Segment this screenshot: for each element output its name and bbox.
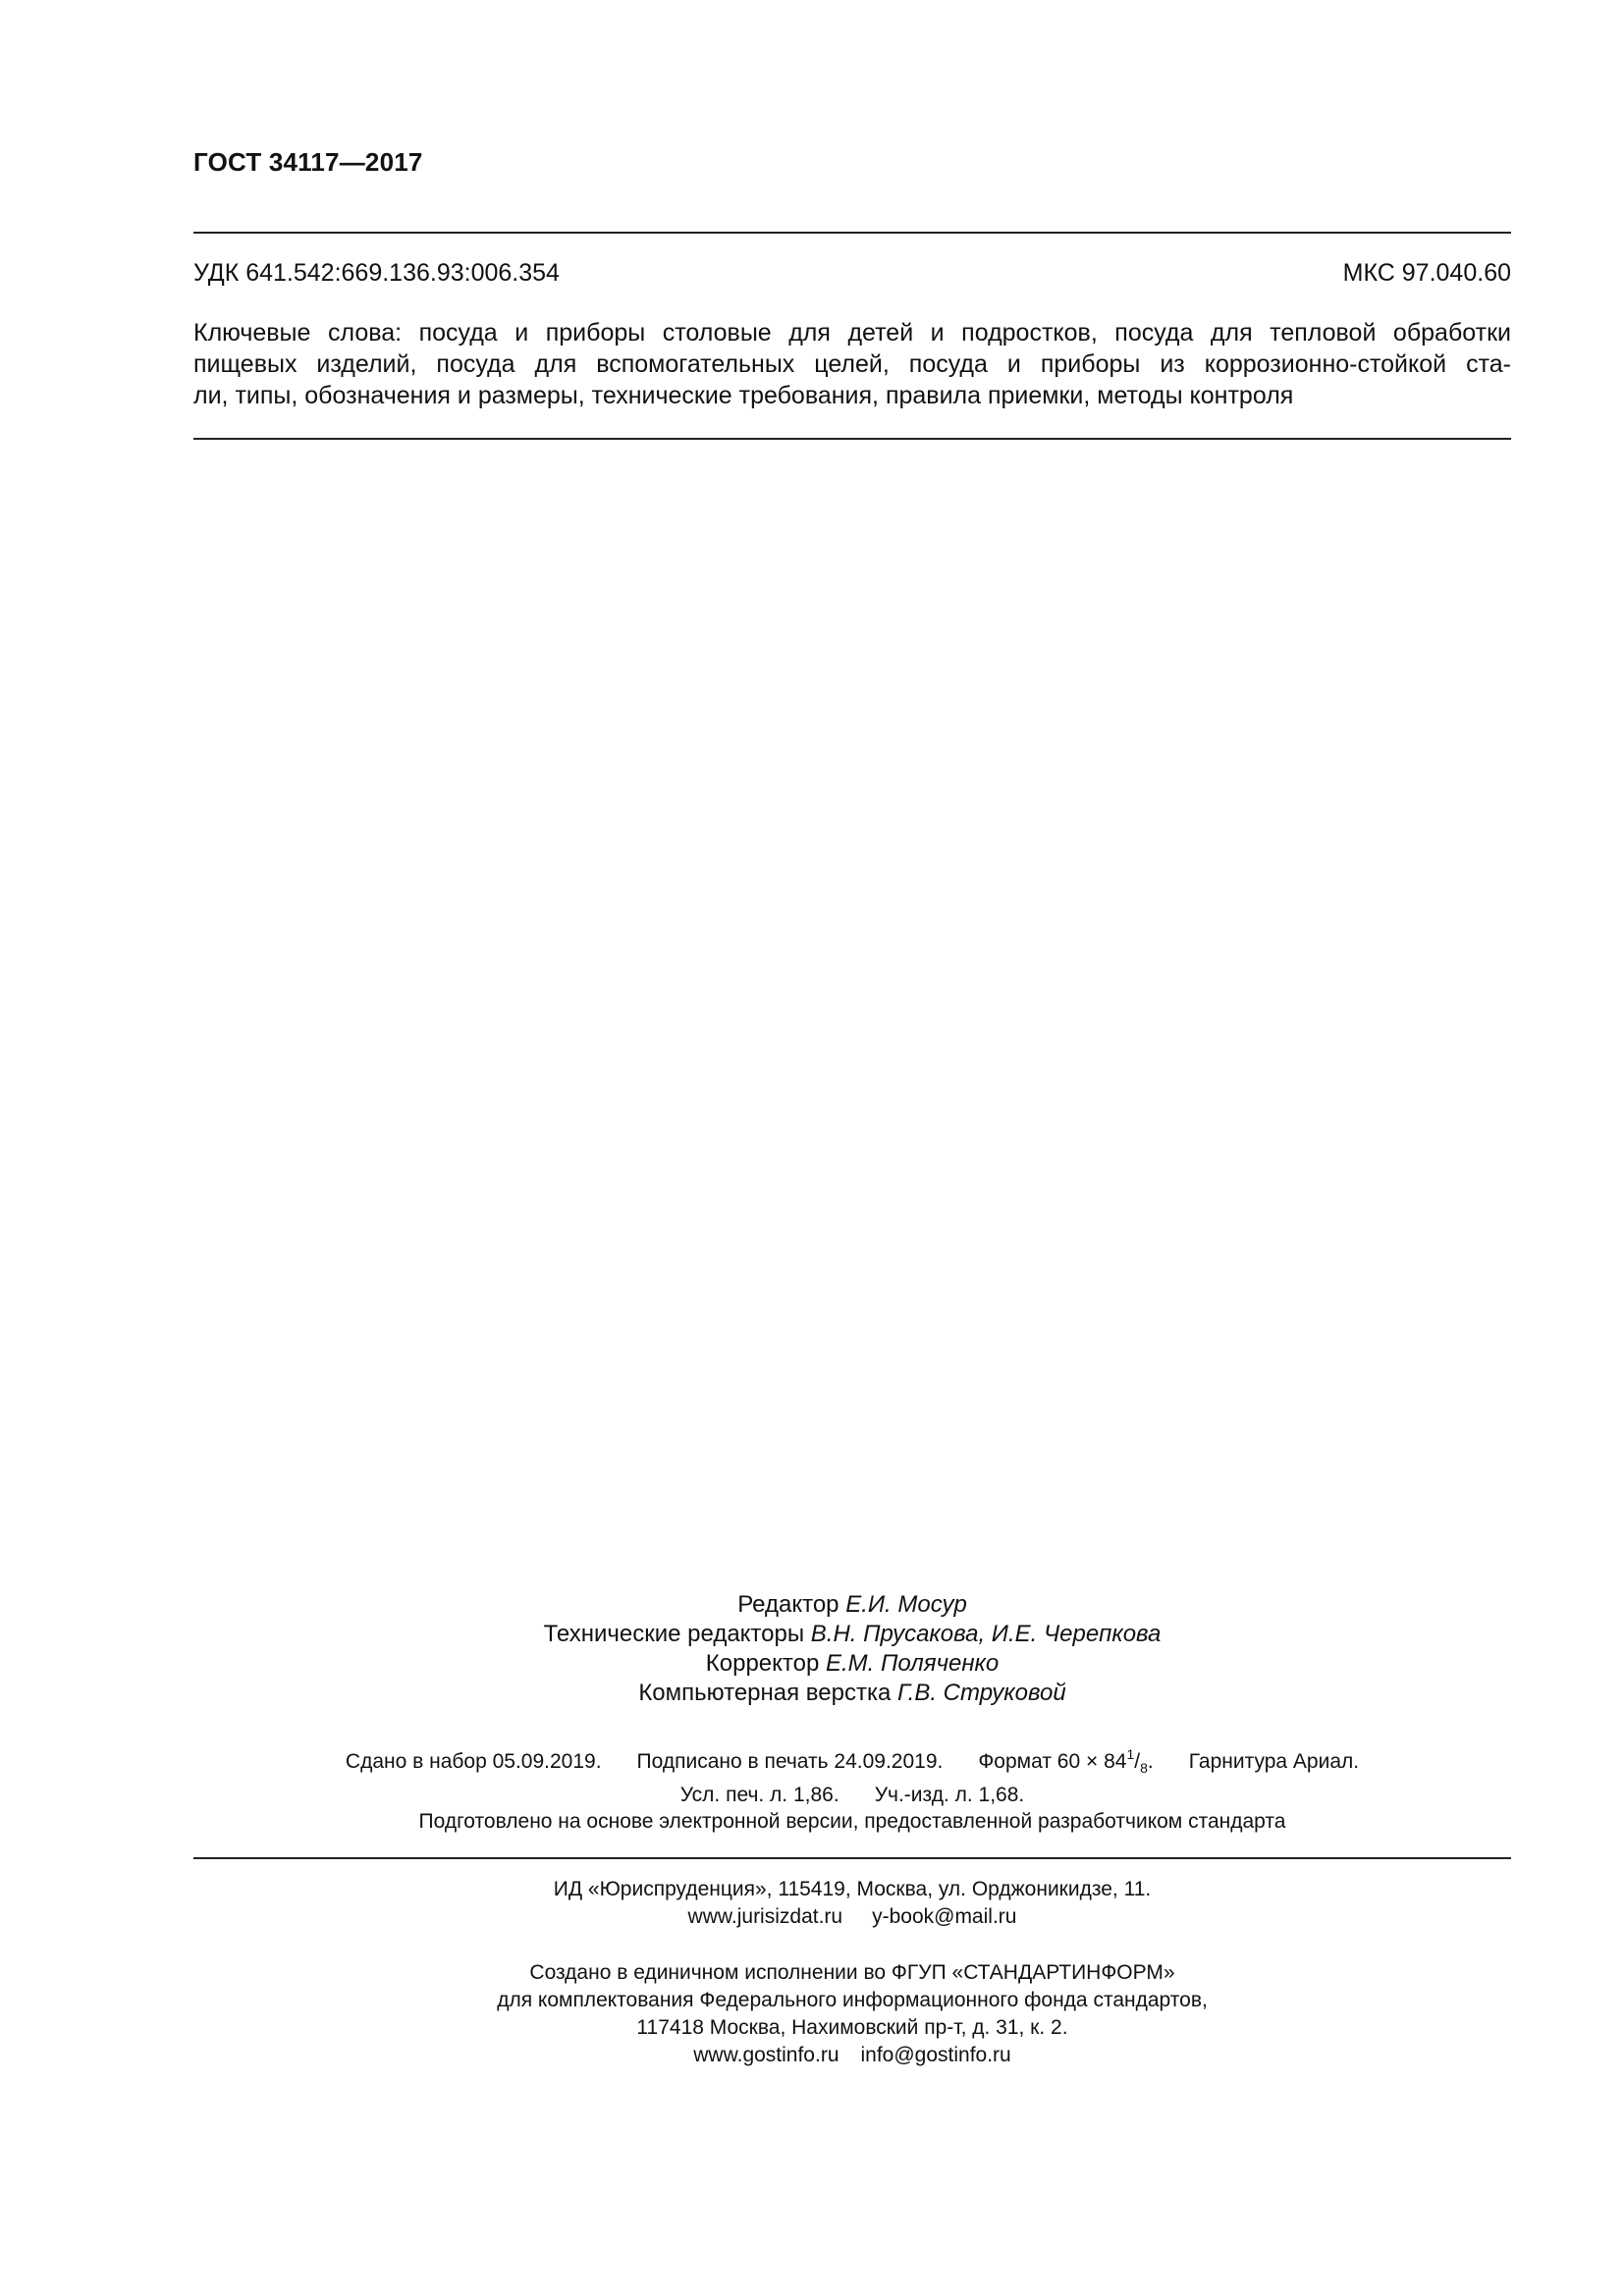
print-info-block bbox=[193, 1740, 1511, 1809]
layout-name: Г.В. Струковой bbox=[897, 1680, 1066, 1706]
tech-editors-label: Технические редакторы bbox=[543, 1621, 805, 1647]
keywords-line: Ключевые слова: посуда и приборы столовые для детей и подростков, посуда для тепловой обработки bbox=[193, 319, 1511, 347]
printer-line-2: для комплектования Федерального информационного фонда стандартов, bbox=[497, 1989, 1208, 2011]
printer-contacts bbox=[193, 2042, 1511, 2069]
prepared-note: Подготовлено на основе электронной версии, предоставленной разработчиком стандарта bbox=[418, 1810, 1286, 1833]
paper-format: Формат $60 \times 84^1/_8$. bbox=[978, 1746, 1154, 1776]
printer-line-1: Создано в единичном исполнении во ФГУП «СТАНДАРТИНФОРМ» bbox=[529, 1961, 1175, 1984]
keywords-paragraph bbox=[193, 317, 1511, 411]
signed-date: Подписано в печать 24.09.2019. bbox=[636, 1750, 944, 1773]
bottom-divider bbox=[193, 1857, 1511, 1859]
print-info-row-2 bbox=[193, 1782, 1511, 1809]
submitted-date: Сдано в набор 05.09.2019. bbox=[345, 1750, 602, 1773]
tech-editors-row bbox=[193, 1620, 1511, 1649]
corrector-row bbox=[193, 1649, 1511, 1679]
editor-row bbox=[193, 1590, 1511, 1620]
printer-block bbox=[193, 1959, 1511, 2069]
classification-row bbox=[193, 259, 1511, 291]
keywords-line: пищевых изделий, посуда для вспомогательных целей, посуда и приборы из коррозионно-стойкой ста- bbox=[193, 350, 1511, 378]
editor-name: Е.И. Мосур bbox=[845, 1591, 967, 1618]
print-info-row-1 bbox=[193, 1740, 1511, 1782]
tech-editors-names: В.Н. Прусакова, И.Е. Черепкова bbox=[810, 1621, 1162, 1647]
printer-email: info@gostinfo.ru bbox=[860, 2044, 1011, 2066]
publisher-email: y-book@mail.ru bbox=[872, 1905, 1017, 1928]
keywords-line: ли, типы, обозначения и размеры, технические требования, правила приемки, методы контроля bbox=[193, 382, 1294, 409]
credits-block bbox=[193, 1590, 1511, 1708]
editor-label: Редактор bbox=[737, 1591, 839, 1618]
publisher-website: www.jurisizdat.ru bbox=[687, 1905, 843, 1928]
mks-code: МКС 97.040.60 bbox=[1342, 259, 1511, 287]
keywords-divider bbox=[193, 438, 1511, 440]
layout-row bbox=[193, 1679, 1511, 1708]
layout-label: Компьютерная верстка bbox=[638, 1680, 892, 1706]
corrector-name: Е.М. Поляченко bbox=[826, 1650, 1000, 1677]
typeface: Гарнитура Ариал. bbox=[1188, 1750, 1360, 1773]
standard-number: ГОСТ 34117—2017 bbox=[193, 147, 423, 177]
udk-code: УДК 641.542:669.136.93:006.354 bbox=[193, 259, 560, 287]
printer-website: www.gostinfo.ru bbox=[693, 2044, 839, 2066]
printed-sheets: Усл. печ. л. 1,86. bbox=[679, 1784, 839, 1806]
top-divider bbox=[193, 232, 1511, 234]
printer-line-3: 117418 Москва, Нахимовский пр-т, д. 31, к. 2. bbox=[636, 2016, 1068, 2039]
corrector-label: Корректор bbox=[705, 1650, 820, 1677]
publisher-sheets: Уч.-изд. л. 1,68. bbox=[874, 1784, 1025, 1806]
publisher-address: ИД «Юриспруденция», 115419, Москва, ул. Орджоникидзе, 11. bbox=[553, 1878, 1152, 1900]
publisher-contacts bbox=[193, 1903, 1511, 1931]
publisher-block bbox=[193, 1876, 1511, 1931]
